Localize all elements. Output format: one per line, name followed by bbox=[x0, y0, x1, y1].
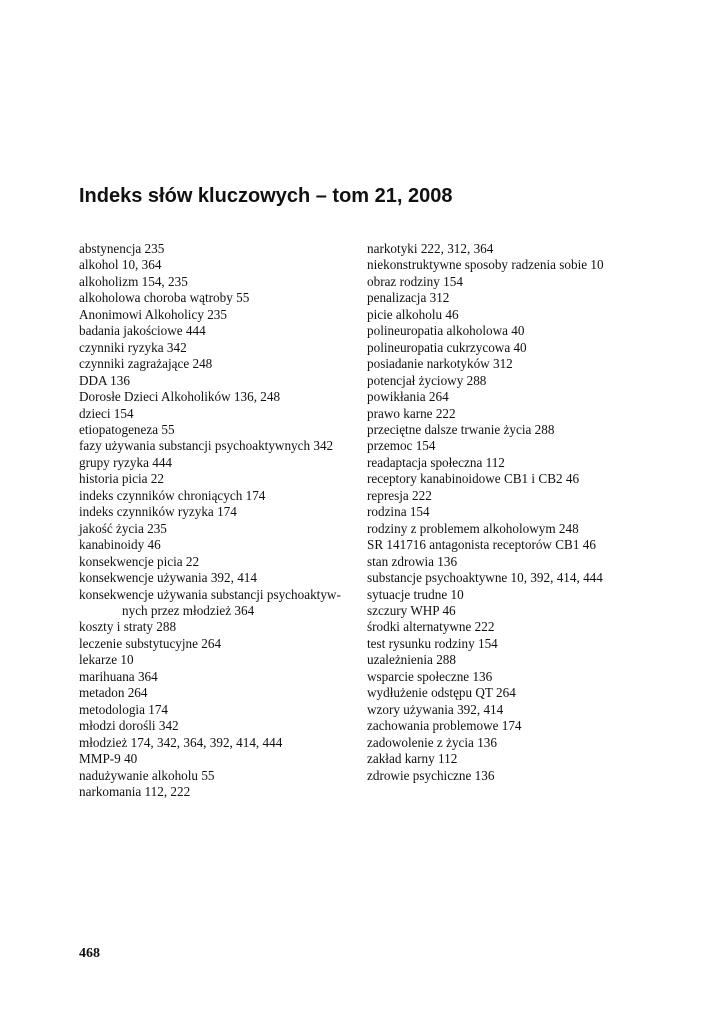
index-entry: penalizacja 312 bbox=[367, 290, 450, 306]
index-entry: potencjał życiowy 288 bbox=[367, 372, 487, 388]
index-entry: narkotyki 222, 312, 364 bbox=[367, 241, 494, 256]
index-entry: etiopatogeneza 55 bbox=[79, 421, 175, 437]
page-title: Indeks słów kluczowych – tom 21, 2008 bbox=[79, 185, 453, 207]
index-column-right bbox=[367, 241, 667, 784]
index-entry: leczenie substytucyjne 264 bbox=[79, 635, 222, 651]
index-entry: młodzież 174, 342, 364, 392, 414, 444 bbox=[79, 734, 283, 750]
index-entry: readaptacja społeczna 112 bbox=[367, 454, 505, 470]
index-entry: SR 141716 antagonista receptorów CB1 46 bbox=[367, 537, 596, 553]
index-entry: metadon 264 bbox=[79, 685, 148, 701]
index-entry: obraz rodziny 154 bbox=[367, 273, 463, 289]
index-entry: koszty i straty 288 bbox=[79, 619, 177, 635]
index-entry: szczury WHP 46 bbox=[367, 602, 456, 618]
index-entry: konsekwencje używania substancji psychoaktyw-nych przez młodzież 364 bbox=[79, 586, 341, 618]
index-entry: zdrowie psychiczne 136 bbox=[367, 767, 495, 783]
index-entry: konsekwencje używania 392, 414 bbox=[79, 570, 257, 586]
index-entry: alkoholizm 154, 235 bbox=[79, 273, 188, 289]
index-entry: wydłużenie odstępu QT 264 bbox=[367, 685, 516, 701]
index-entry: uzależnienia 288 bbox=[367, 652, 456, 668]
index-entry: polineuropatia alkoholowa 40 bbox=[367, 323, 525, 339]
index-entry: DDA 136 bbox=[79, 372, 130, 388]
index-entry: stan zdrowia 136 bbox=[367, 553, 458, 569]
index-entry: picie alkoholu 46 bbox=[367, 306, 459, 322]
index-entry: wsparcie społeczne 136 bbox=[367, 668, 493, 684]
index-entry: kanabinoidy 46 bbox=[79, 537, 161, 553]
index-entry: represja 222 bbox=[367, 487, 432, 503]
index-entry: metodologia 174 bbox=[79, 701, 169, 717]
index-entry: badania jakościowe 444 bbox=[79, 323, 206, 339]
index-entry: indeks czynników chroniących 174 bbox=[79, 487, 266, 503]
index-entry: powikłania 264 bbox=[367, 389, 449, 405]
index-entry: czynniki zagrażające 248 bbox=[79, 356, 213, 372]
index-entry: zadowolenie z życia 136 bbox=[367, 734, 497, 750]
index-entry: test rysunku rodziny 154 bbox=[367, 635, 498, 651]
index-entry: jakość życia 235 bbox=[79, 520, 167, 536]
index-entry: niekonstruktywne sposoby radzenia sobie 10 bbox=[367, 257, 604, 273]
index-entry: fazy używania substancji psychoaktywnych 342 bbox=[79, 438, 334, 454]
index-entry: Dorosłe Dzieci Alkoholików 136, 248 bbox=[79, 389, 281, 405]
index-entry: polineuropatia cukrzycowa 40 bbox=[367, 339, 527, 355]
index-entry: Anonimowi Alkoholicy 235 bbox=[79, 306, 227, 322]
index-entry: wzory używania 392, 414 bbox=[367, 701, 504, 717]
index-entry: lekarze 10 bbox=[79, 652, 134, 668]
index-entry: zakład karny 112 bbox=[367, 751, 458, 767]
index-entry: przemoc 154 bbox=[367, 438, 436, 454]
index-column-left bbox=[79, 241, 354, 800]
index-entry: historia picia 22 bbox=[79, 471, 164, 487]
index-entry: rodzina 154 bbox=[367, 504, 430, 520]
index-entry: narkomania 112, 222 bbox=[79, 783, 191, 799]
index-entry: konsekwencje picia 22 bbox=[79, 553, 200, 569]
index-entry: czynniki ryzyka 342 bbox=[79, 339, 187, 355]
index-entry: środki alternatywne 222 bbox=[367, 619, 495, 635]
index-entry: dzieci 154 bbox=[79, 405, 134, 421]
index-entry: posiadanie narkotyków 312 bbox=[367, 356, 513, 372]
index-entry: grupy ryzyka 444 bbox=[79, 454, 173, 470]
index-entry: zachowania problemowe 174 bbox=[367, 718, 522, 734]
index-entry: substancje psychoaktywne 10, 392, 414, 444 bbox=[367, 570, 603, 586]
index-entry: sytuacje trudne 10 bbox=[367, 586, 464, 602]
index-entry: marihuana 364 bbox=[79, 668, 158, 684]
index-entry: indeks czynników ryzyka 174 bbox=[79, 504, 237, 520]
index-entry: przeciętne dalsze trwanie życia 288 bbox=[367, 421, 555, 437]
index-entry: abstynencja 235 bbox=[79, 241, 165, 256]
index-entry: rodziny z problemem alkoholowym 248 bbox=[367, 520, 579, 536]
index-entry: receptory kanabinoidowe CB1 i CB2 46 bbox=[367, 471, 580, 487]
index-entry: alkoholowa choroba wątroby 55 bbox=[79, 290, 250, 306]
index-entry: prawo karne 222 bbox=[367, 405, 456, 421]
index-entry: młodzi dorośli 342 bbox=[79, 718, 179, 734]
index-entry: nadużywanie alkoholu 55 bbox=[79, 767, 215, 783]
index-entry: alkohol 10, 364 bbox=[79, 257, 162, 273]
page-number: 468 bbox=[79, 946, 100, 961]
index-entry: MMP-9 40 bbox=[79, 751, 138, 767]
